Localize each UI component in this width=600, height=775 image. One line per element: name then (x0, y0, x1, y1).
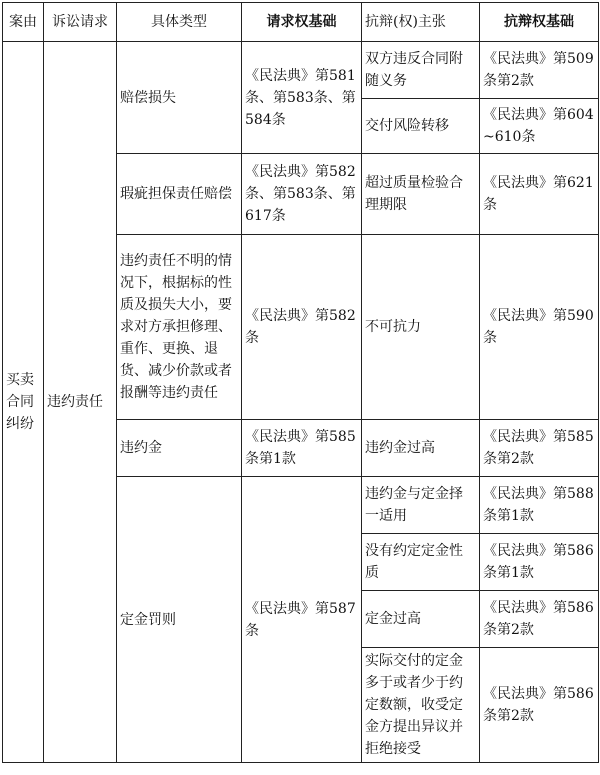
claim-basis-cell: 《民法典》第582条、第583条、第617条 (242, 154, 362, 235)
type-cell: 违约金 (117, 420, 242, 477)
header-defense-basis: 抗辩权基础 (480, 3, 599, 42)
defense-basis-cell: 《民法典》第586条第1款 (480, 534, 599, 591)
case-cause-cell: 买卖合同纠纷 (3, 42, 44, 763)
defense-basis-cell: 《民法典》第588条第1款 (480, 477, 599, 534)
type-cell: 瑕疵担保责任赔偿 (117, 154, 242, 235)
claim-basis-cell: 《民法典》第585条第1款 (242, 420, 362, 477)
claim-basis-cell: 《民法典》第587条 (242, 477, 362, 763)
header-case: 案由 (3, 3, 44, 42)
defense-cell: 实际交付的定金多于或者少于约定数额，收受定金方提出异议并拒绝接受 (362, 648, 480, 763)
defense-basis-cell: 《民法典》第586条第2款 (480, 591, 599, 648)
header-defense: 抗辩(权)主张 (362, 3, 480, 42)
defense-cell: 违约金与定金择一适用 (362, 477, 480, 534)
defense-cell: 超过质量检验合理期限 (362, 154, 480, 235)
type-cell: 赔偿损失 (117, 42, 242, 154)
defense-basis-cell: 《民法典》第585条第2款 (480, 420, 599, 477)
claim-basis-cell: 《民法典》第581条、第583条、第584条 (242, 42, 362, 154)
type-cell: 定金罚则 (117, 477, 242, 763)
defense-cell: 定金过高 (362, 591, 480, 648)
legal-basis-table (2, 2, 599, 763)
header-type: 具体类型 (117, 3, 242, 42)
defense-basis-cell: 《民法典》第604~610条 (480, 99, 599, 154)
table-row (3, 42, 599, 99)
defense-cell: 不可抗力 (362, 235, 480, 420)
claim-cell: 违约责任 (44, 42, 117, 763)
header-row (3, 3, 599, 42)
defense-cell: 交付风险转移 (362, 99, 480, 154)
defense-cell: 违约金过高 (362, 420, 480, 477)
defense-cell: 双方违反合同附随义务 (362, 42, 480, 99)
header-claim: 诉讼请求 (44, 3, 117, 42)
header-claim-basis: 请求权基础 (242, 3, 362, 42)
defense-basis-cell: 《民法典》第621条 (480, 154, 599, 235)
type-cell: 违约责任不明的情况下，根据标的性质及损失大小，要求对方承担修理、重作、更换、退货、减少价款或者报酬等违约责任 (117, 235, 242, 420)
defense-cell: 没有约定定金性质 (362, 534, 480, 591)
defense-basis-cell: 《民法典》第509条第2款 (480, 42, 599, 99)
defense-basis-cell: 《民法典》第590条 (480, 235, 599, 420)
defense-basis-cell: 《民法典》第586条第2款 (480, 648, 599, 763)
claim-basis-cell: 《民法典》第582条 (242, 235, 362, 420)
